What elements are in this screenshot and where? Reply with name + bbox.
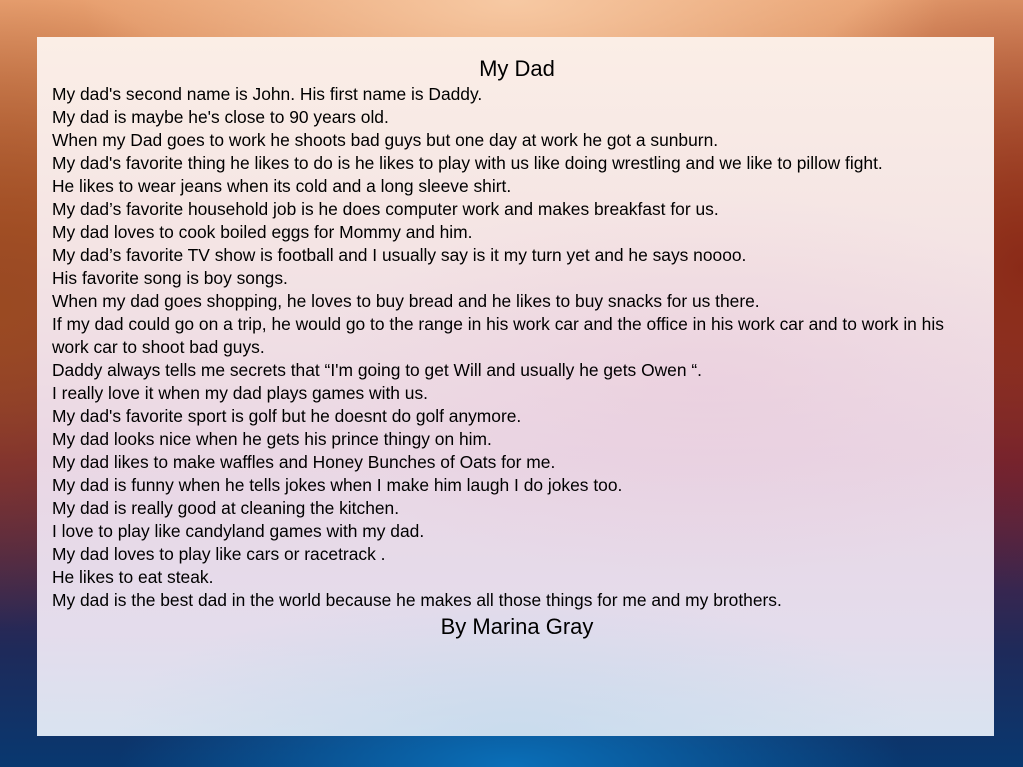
body-line: My dad looks nice when he gets his prince thingy on him. [52,429,492,449]
body-line: Daddy always tells me secrets that “I'm going to get Will and usually he gets Owen “. [52,360,702,380]
slide-content-panel [37,37,994,736]
body-line: When my dad goes shopping, he loves to buy bread and he likes to buy snacks for us there. [52,291,760,311]
body-line: My dad is the best dad in the world because he makes all those things for me and my brothers. [52,590,782,610]
body-line: My dad likes to make waffles and Honey Bunches of Oats for me. [52,452,556,472]
body-line: He likes to eat steak. [52,567,214,587]
body-line: When my Dad goes to work he shoots bad guys but one day at work he got a sunburn. [52,130,719,150]
body-line: His favorite song is boy songs. [52,268,288,288]
body-line: My dad is maybe he's close to 90 years old. [52,107,389,127]
body-line: I love to play like candyland games with my dad. [52,521,425,541]
body-line: My dad loves to play like cars or racetrack . [52,544,386,564]
body-line: My dad is funny when he tells jokes when I make him laugh I do jokes too. [52,475,623,495]
body-line: My dad's favorite thing he likes to do is he likes to play with us like doing wrestling and we like to pillow fight. [52,153,883,173]
author-byline: By Marina Gray [440,614,594,639]
body-line: My dad's second name is John. His first name is Daddy. [52,84,483,104]
document-title: My Dad [479,56,555,81]
body-line: My dad is really good at cleaning the kitchen. [52,498,400,518]
body-line: My dad loves to cook boiled eggs for Mommy and him. [52,222,473,242]
body-line: My dad’s favorite household job is he does computer work and makes breakfast for us. [52,199,719,219]
body-line: My dad's favorite sport is golf but he doesnt do golf anymore. [52,406,522,426]
body-line: He likes to wear jeans when its cold and a long sleeve shirt. [52,176,512,196]
body-line: My dad’s favorite TV show is football and I usually say is it my turn yet and he says noooo. [52,245,747,265]
body-line: I really love it when my dad plays games with us. [52,383,428,403]
document-body [52,83,982,612]
body-line: If my dad could go on a trip, he would go to the range in his work car and the office in his work car and to work in his work car to shoot bad guys. [52,314,944,357]
